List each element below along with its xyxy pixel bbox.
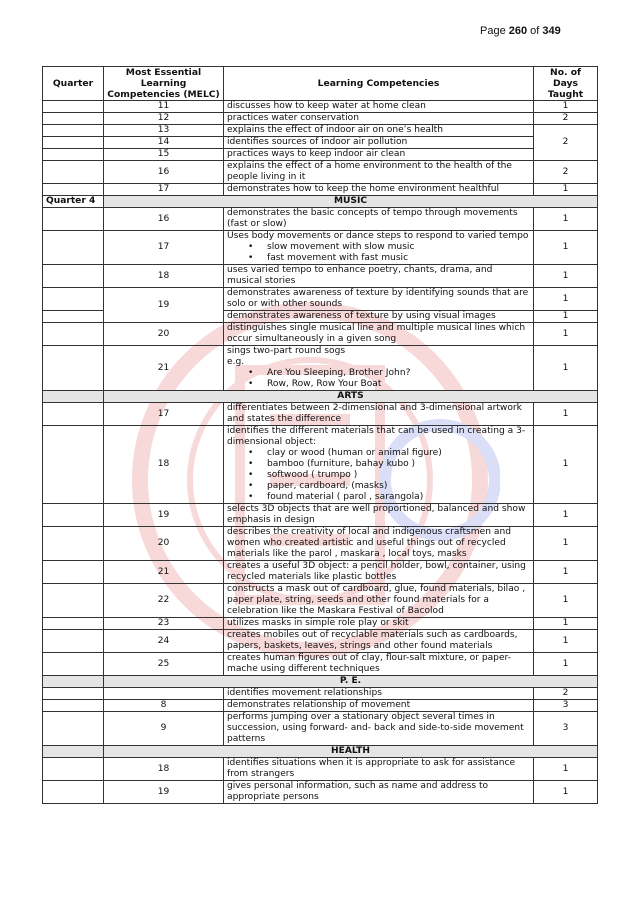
melc-number: 19: [104, 781, 224, 804]
melc-number: 18: [104, 426, 224, 504]
melc-number: 14: [104, 137, 224, 149]
days-taught: 1: [534, 231, 598, 265]
melc-number: 12: [104, 113, 224, 125]
competency-text: differentiates between 2-dimensional and 3-dimensional artwork and states the difference: [224, 403, 534, 426]
table-row: [43, 561, 598, 584]
melc-number: 19: [104, 288, 224, 323]
melc-number: 17: [104, 403, 224, 426]
bullet-list: [227, 368, 530, 390]
competency-cell: [224, 426, 534, 504]
days-taught: 1: [534, 265, 598, 288]
competency-text: demonstrates how to keep the home environment healthful: [224, 184, 534, 196]
table-header-row: [43, 67, 598, 101]
table-row: [43, 504, 598, 527]
competency-text: uses varied tempo to enhance poetry, chants, drama, and musical stories: [224, 265, 534, 288]
melc-number: 24: [104, 630, 224, 653]
melc-number: 20: [104, 527, 224, 561]
list-item: • clay or wood (human or animal figure): [267, 448, 530, 459]
table-row: [43, 231, 598, 265]
table-row: [43, 101, 598, 113]
days-taught: 2: [534, 161, 598, 184]
days-taught: 1: [534, 184, 598, 196]
competency-text: describes the creativity of local and indigenous craftsmen and women who created artistic and useful things out of recycled materials like the parol , maskara , local toys, masks: [224, 527, 534, 561]
days-taught: 1: [534, 504, 598, 527]
days-taught: 1: [534, 781, 598, 804]
table-row: [43, 630, 598, 653]
table-row: [43, 781, 598, 804]
competency-cell: [224, 231, 534, 265]
table-row: [43, 113, 598, 125]
list-item: • Row, Row, Row Your Boat: [267, 379, 530, 390]
table-row: [43, 700, 598, 712]
melc-number: 15: [104, 149, 224, 161]
section-title: HEALTH: [104, 746, 598, 758]
melc-number: 16: [104, 161, 224, 184]
table-row: [43, 688, 598, 700]
days-taught: 2: [534, 688, 598, 700]
competency-text: identifies sources of indoor air pollution: [224, 137, 534, 149]
melc-number: 16: [104, 208, 224, 231]
competency-text: demonstrates awareness of texture by identifying sounds that are solo or with other sounds: [224, 288, 534, 311]
table-row: [43, 712, 598, 746]
bullet-list: [227, 448, 530, 503]
table-row: [43, 346, 598, 391]
table-row: [43, 527, 598, 561]
melc-number: 22: [104, 584, 224, 618]
table-row: [43, 125, 598, 137]
days-taught: 1: [534, 527, 598, 561]
melc-number: 8: [104, 700, 224, 712]
table-row: [43, 149, 598, 161]
table-row: [43, 426, 598, 504]
competency-text: gives personal information, such as name and address to appropriate persons: [224, 781, 534, 804]
competency-text: demonstrates awareness of texture by using visual images: [224, 311, 534, 323]
melc-number: 18: [104, 265, 224, 288]
competency-text: utilizes masks in simple role play or skit: [224, 618, 534, 630]
competency-text: selects 3D objects that are well proportioned, balanced and show emphasis in design: [224, 504, 534, 527]
list-item: • Are You Sleeping, Brother John?: [267, 368, 530, 379]
table-row: [43, 184, 598, 196]
days-taught: 1: [534, 653, 598, 676]
section-title: P. E.: [104, 676, 598, 688]
competency-text: identifies movement relationships: [224, 688, 534, 700]
competency-text: creates human figures out of clay, flour-salt mixture, or paper-mache using different techniques: [224, 653, 534, 676]
section-row-arts: [43, 391, 598, 403]
days-taught: 3: [534, 700, 598, 712]
competency-text: performs jumping over a stationary object several times in succession, using forward- and- back and side-to-side movement patterns: [224, 712, 534, 746]
competency-text: e.g.: [227, 357, 245, 367]
table-row: [43, 161, 598, 184]
table-row: [43, 584, 598, 618]
competency-text: discusses how to keep water at home clean: [224, 101, 534, 113]
table-row: [43, 208, 598, 231]
competency-text: Uses body movements or dance steps to respond to varied tempo: [227, 231, 529, 241]
days-taught: 2: [534, 113, 598, 125]
days-taught: 1: [534, 618, 598, 630]
melc-number: 9: [104, 712, 224, 746]
competency-text: sings two-part round sogs: [227, 346, 346, 356]
section-title: MUSIC: [104, 196, 598, 208]
section-row-health: [43, 746, 598, 758]
header-learning-competencies: Learning Competencies: [224, 67, 534, 101]
quarter-label: Quarter 4: [43, 196, 104, 208]
days-taught: 1: [534, 208, 598, 231]
melc-number: 21: [104, 346, 224, 391]
table-row: [43, 618, 598, 630]
melc-number: 21: [104, 561, 224, 584]
days-taught: 3: [534, 712, 598, 746]
competency-text: explains the effect of indoor air on one’s health: [224, 125, 534, 137]
competency-text: distinguishes single musical line and multiple musical lines which occur simultaneously in a given song: [224, 323, 534, 346]
section-title: ARTS: [104, 391, 598, 403]
melc-number: 17: [104, 184, 224, 196]
section-row-music: [43, 196, 598, 208]
list-item: • softwood ( trumpo ): [267, 470, 530, 481]
melc-number: 19: [104, 504, 224, 527]
list-item: • fast movement with fast music: [267, 253, 530, 264]
melc-number: 20: [104, 323, 224, 346]
page-number: Page 260 of 349: [480, 25, 561, 37]
melc-table: [42, 66, 598, 804]
competency-text: constructs a mask out of cardboard, glue, found materials, bilao , paper plate, string, seeds and other found materials for a celebration like the Maskara Festival of Bacolod: [224, 584, 534, 618]
competency-text: explains the effect of a home environment to the health of the people living in it: [224, 161, 534, 184]
days-taught: 1: [534, 403, 598, 426]
competency-text: identifies the different materials that can be used in creating a 3-dimensional object:: [227, 426, 526, 447]
table-row: [43, 758, 598, 781]
header-melc: Most Essential Learning Competencies (MELC): [104, 67, 224, 101]
table-row: [43, 137, 598, 149]
days-taught: 1: [534, 288, 598, 311]
competency-text: demonstrates relationship of movement: [224, 700, 534, 712]
melc-number: 11: [104, 101, 224, 113]
days-taught: 1: [534, 561, 598, 584]
competency-text: practices water conservation: [224, 113, 534, 125]
competency-cell: [224, 346, 534, 391]
competency-text: creates mobiles out of recyclable materials such as cardboards, papers, baskets, leaves, strings and other found materials: [224, 630, 534, 653]
melc-number: 17: [104, 231, 224, 265]
days-taught: 1: [534, 346, 598, 391]
days-taught: 1: [534, 426, 598, 504]
table-row: [43, 265, 598, 288]
list-item: • found material ( parol , sarangola): [267, 492, 530, 503]
competency-text: demonstrates the basic concepts of tempo through movements (fast or slow): [224, 208, 534, 231]
melc-number: 13: [104, 125, 224, 137]
header-days-taught: No. of Days Taught: [534, 67, 598, 101]
days-taught: 1: [534, 584, 598, 618]
table-row: [43, 403, 598, 426]
melc-number: 25: [104, 653, 224, 676]
days-taught: 2: [534, 125, 598, 161]
competency-text: practices ways to keep indoor air clean: [224, 149, 534, 161]
days-taught: 1: [534, 323, 598, 346]
table-row: [43, 323, 598, 346]
days-taught: 1: [534, 630, 598, 653]
melc-number: 23: [104, 618, 224, 630]
header-quarter: Quarter: [43, 67, 104, 101]
list-item: • paper, cardboard, (masks): [267, 481, 530, 492]
days-taught: 1: [534, 758, 598, 781]
table-row: [43, 288, 598, 311]
list-item: • bamboo (furniture, bahay kubo ): [267, 459, 530, 470]
days-taught: 1: [534, 101, 598, 113]
bullet-list: [227, 242, 530, 264]
list-item: • slow movement with slow music: [267, 242, 530, 253]
section-row-pe: [43, 676, 598, 688]
table-row: [43, 653, 598, 676]
competency-text: creates a useful 3D object: a pencil holder, bowl, container, using recycled materials like plastic bottles: [224, 561, 534, 584]
melc-number: 18: [104, 758, 224, 781]
competency-text: identifies situations when it is appropriate to ask for assistance from strangers: [224, 758, 534, 781]
days-taught: 1: [534, 311, 598, 323]
